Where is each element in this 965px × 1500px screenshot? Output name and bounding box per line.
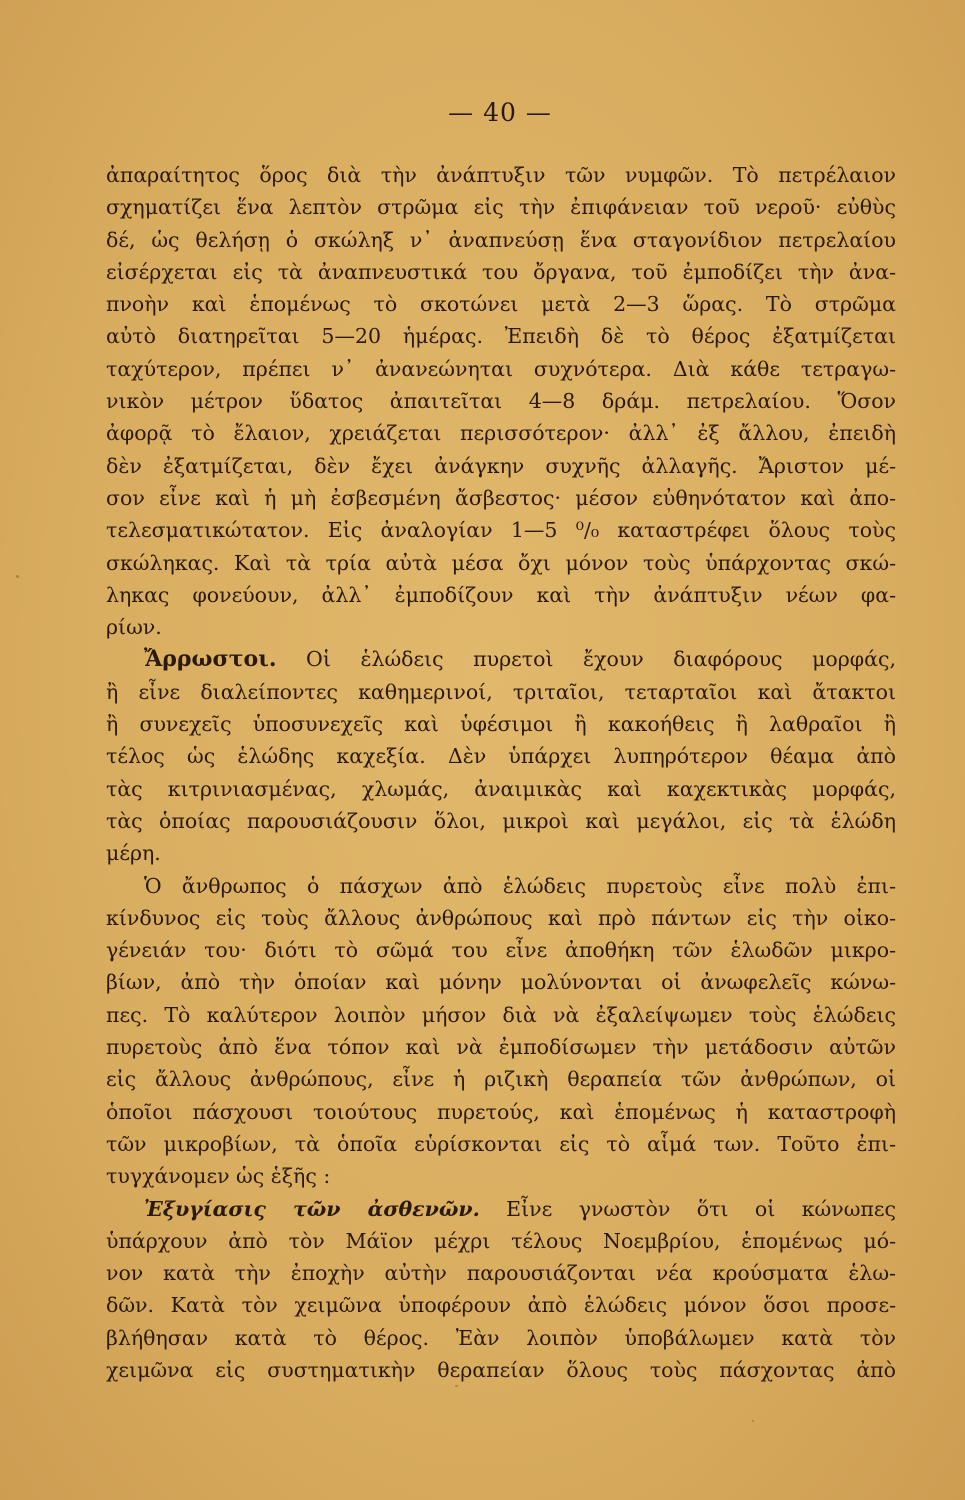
text-line: ἢ εἶνε διαλείποντες καθημερινοί, τριταῖοι, τεταρταῖοι καὶ ἄτακτοι xyxy=(106,679,896,704)
text-line: δέ, ὡς θελήσῃ ὁ σκώληξ ν᾽ ἀναπνεύσῃ ἕνα σταγονίδιον πετρελαίου xyxy=(106,227,896,252)
text-line: εἰσέρχεται εἰς τὰ ἀναπνευστικά του ὄργανα, τοῦ ἐμποδίζει τὴν ἀνα- xyxy=(106,259,896,284)
section-heading: Ἐξυγίασις τῶν ἀσθενῶν. xyxy=(144,1196,480,1221)
text-line: σχηματίζει ἕνα λεπτὸν στρῶμα εἰς τὴν ἐπιφάνειαν τοῦ νεροῦ· εὐθὺς xyxy=(106,195,896,220)
text-line xyxy=(106,643,896,675)
text-line: ὑπάρχουν ἀπὸ τὸν Μάϊον μέχρι τέλους Νοεμβρίου, ἑπομένως μό- xyxy=(106,1228,896,1253)
text-line: χειμῶνα εἰς συστηματικὴν θεραπείαν ὅλους τοὺς πάσχοντας ἀπὸ xyxy=(106,1357,896,1382)
text-line xyxy=(106,1193,896,1225)
text-line: βλήθησαν κατὰ τὸ θέρος. Ἐὰν λοιπὸν ὑποβάλωμεν κατὰ τὸν xyxy=(106,1325,896,1350)
text-fragment: Εἶνε γνωστὸν ὅτι οἱ κώνωπες xyxy=(479,1196,897,1221)
section-heading: Ἄρρωστοι. xyxy=(144,646,277,673)
paper-speck xyxy=(455,1385,458,1387)
text-line: τυγχάνομεν ὡς ἑξῆς : xyxy=(106,1164,331,1189)
text-line: νικὸν μέτρον ὕδατος ἀπαιτεῖται 4—8 δράμ. πετρελαίου. Ὅσον xyxy=(106,389,896,414)
text-line: ὁποῖοι πάσχουσι τοιούτους πυρετούς, καὶ ἑπομένως ἡ καταστροφὴ xyxy=(106,1099,896,1124)
text-line: τέλος ὡς ἑλώδης καχεξία. Δὲν ὑπάρχει λυπηρότερον θέαμα ἀπὸ xyxy=(106,744,896,769)
text-line: ἀφορᾷ τὸ ἔλαιον, χρειάζεται περισσότερον· ἀλλ᾽ ἐξ ἄλλου, ἐπειδὴ xyxy=(106,421,896,446)
text-line: σον εἶνε καὶ ἡ μὴ ἐσβεσμένη ἄσβεστος· μέσον εὐθηνότατον καὶ ἀπο- xyxy=(106,485,896,510)
paper-speck xyxy=(16,575,19,578)
text-line: αὐτὸ διατηρεῖται 5—20 ἡμέρας. Ἐπειδὴ δὲ τὸ θέρος ἐξατμίζεται xyxy=(106,324,896,349)
text-line: νον κατὰ τὴν ἐποχὴν αὐτὴν παρουσιάζονται νέα κρούσματα ἑλω- xyxy=(106,1261,896,1286)
text-line: Ὁ ἄνθρωπος ὁ πάσχων ἀπὸ ἑλώδεις πυρετοὺς εἶνε πολὺ ἐπι- xyxy=(144,873,896,898)
text-line: τὰς ὁποίας παρουσιάζουσιν ὅλοι, μικροὶ καὶ μεγάλοι, εἰς τὰ ἑλώδη xyxy=(106,808,896,833)
text-line: τὰς κιτρινιασμένας, χλωμάς, ἀναιμικὰς καὶ καχεκτικὰς μορφάς, xyxy=(106,776,896,801)
text-line: δὲν ἐξατμίζεται, δὲν ἔχει ἀνάγκην συχνῆς ἀλλαγῆς. Ἄριστον μέ- xyxy=(106,453,896,478)
text-line: ταχύτερον, πρέπει ν᾽ ἀνανεώνηται συχνότερα. Διὰ κάθε τετραγω- xyxy=(106,356,896,381)
page-number: — 40 — xyxy=(448,98,552,127)
text-line: πνοὴν καὶ ἑπομένως τὸ σκοτώνει μετὰ 2—3 ὥρας. Τὸ στρῶμα xyxy=(106,292,896,317)
text-line: μέρη. xyxy=(106,841,161,866)
text-line: πες. Τὸ καλύτερον λοιπὸν μήσον διὰ νὰ ἐξαλείψωμεν τοὺς ἑλώδεις xyxy=(106,1002,896,1027)
text-line: πυρετοὺς ἀπὸ ἕνα τόπον καὶ νὰ ἐμποδίσωμεν τὴν μετάδοσιν αὐτῶν xyxy=(106,1035,896,1060)
text-line: βίων, ἀπὸ τὴν ὁποίαν καὶ μόνην μολύνονται οἱ ἀνωφελεῖς κώνω- xyxy=(106,970,896,995)
text-line: δῶν. Κατὰ τὸν χειμῶνα ὑποφέρουν ἀπὸ ἑλώδεις μόνον ὅσοι προσε- xyxy=(106,1293,896,1318)
text-line: ληκας φονεύουν, ἀλλ᾽ ἐμποδίζουν καὶ τὴν ἀνάπτυξιν νέων φα- xyxy=(106,582,896,607)
text-line: τελεσματικώτατον. Εἰς ἀναλογίαν 1—5 ⁰/₀ καταστρέφει ὅλους τοὺς xyxy=(106,518,896,543)
text-line: κίνδυνος εἰς τοὺς ἄλλους ἀνθρώπους καὶ πρὸ πάντων εἰς τὴν οἰκο- xyxy=(106,905,896,930)
body-text xyxy=(106,159,896,1386)
text-fragment: Οἱ ἑλώδεις πυρετοὶ ἔχουν διαφόρους μορφάς, xyxy=(276,647,896,672)
text-line: τῶν μικροβίων, τὰ ὁποῖα εὑρίσκονται εἰς τὸ αἷμά των. Τοῦτο ἐπι- xyxy=(106,1131,896,1156)
text-line: ἢ συνεχεῖς ὑποσυνεχεῖς καὶ ὑφέσιμοι ἢ κακοήθεις ἢ λαθραῖοι ἢ xyxy=(106,712,896,737)
text-line: ἀπαραίτητος ὅρος διὰ τὴν ἀνάπτυξιν τῶν νυμφῶν. Τὸ πετρέλαιον xyxy=(106,163,896,187)
paper-speck xyxy=(752,1420,754,1422)
text-line: ρίων. xyxy=(106,615,162,640)
text-line: γένειάν του· διότι τὸ σῶμά του εἶνε ἀποθήκη τῶν ἑλωδῶν μικρο- xyxy=(106,938,896,963)
text-line: εἰς ἄλλους ἀνθρώπους, εἶνε ἡ ριζικὴ θεραπεία τῶν ἀνθρώπων, οἱ xyxy=(106,1067,896,1092)
text-line: σκώληκας. Καὶ τὰ τρία αὐτὰ μέσα ὄχι μόνον τοὺς ὑπάρχοντας σκώ- xyxy=(106,550,896,575)
